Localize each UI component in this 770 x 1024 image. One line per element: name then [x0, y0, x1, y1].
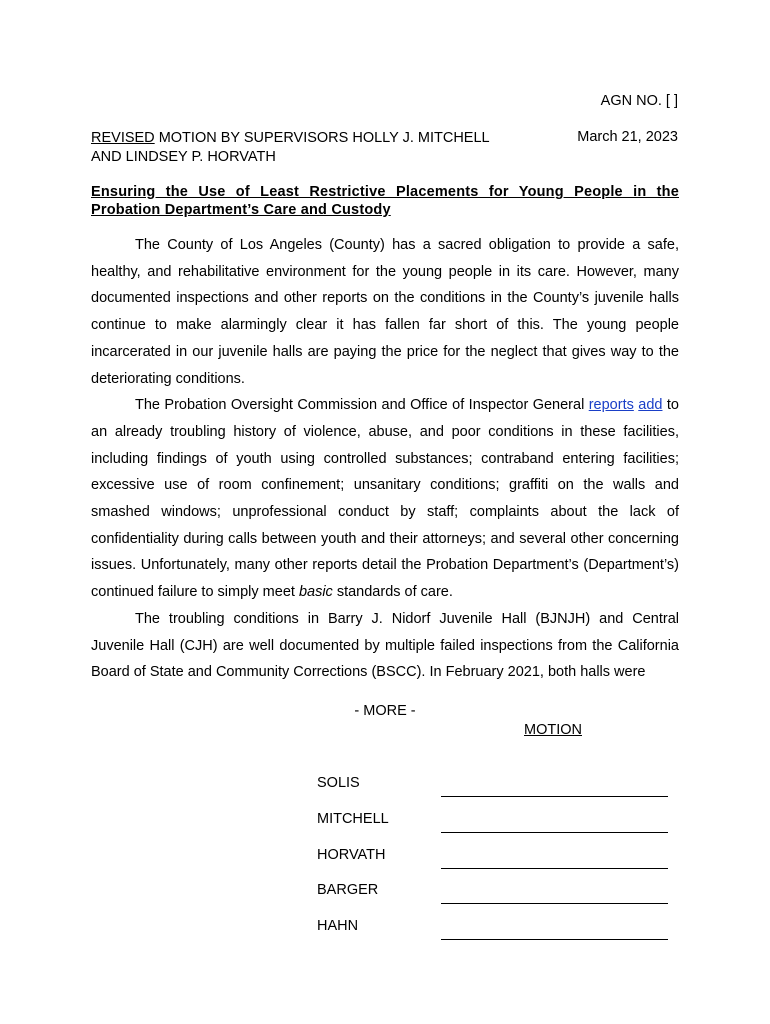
vote-name: HORVATH	[317, 847, 386, 863]
reports-link[interactable]: reports	[588, 397, 634, 414]
vote-row	[317, 882, 668, 904]
agenda-number: AGN NO. [ ]	[600, 93, 678, 109]
paragraph-2-end: standards of care.	[332, 584, 453, 601]
paragraph-2-emphasis: basic	[298, 584, 333, 601]
paragraph-2-middle: to an already troubling history of violence, abuse, and poor conditions in these facilities, including findings of youth using controlled substances; contraband entering facilities; excessive use of room confinement; unsanitary conditions; graffiti on the walls and smashed windows; unprofessional conduct by staff; complaints about the lack of confidentiality during calls between youth and their attorneys; and several other concerning issues. Unfortunately, many other reports detail the Probation Department’s (Department’s) continued failure to simply meet	[91, 397, 679, 601]
revised-label: REVISED	[91, 130, 155, 146]
vote-row	[317, 847, 668, 869]
vote-name: BARGER	[317, 882, 379, 898]
vote-row	[317, 775, 668, 797]
add-link[interactable]: add	[638, 397, 663, 414]
vote-signature-line	[441, 939, 668, 940]
vote-signature-line	[441, 832, 668, 833]
vote-row	[317, 918, 668, 940]
motion-label: MOTION	[524, 722, 582, 738]
motion-by-line1: MOTION BY SUPERVISORS HOLLY J. MITCHELL	[154, 130, 490, 146]
vote-signature-line	[441, 868, 668, 869]
motion-body	[91, 232, 679, 686]
vote-name: SOLIS	[317, 775, 360, 791]
paragraph-2	[91, 392, 679, 606]
motion-title: Ensuring the Use of Least Restrictive Placements for Young People in the Probation Department’s Care and Custody	[91, 184, 679, 218]
paragraph-2-start: The Probation Oversight Commission and Office of Inspector General	[135, 397, 589, 414]
motion-authors	[91, 129, 531, 167]
motion-by-line2: AND LINDSEY P. HORVATH	[91, 149, 276, 165]
more-indicator: - MORE -	[354, 703, 416, 719]
motion-date: March 21, 2023	[577, 129, 678, 145]
vote-name: HAHN	[317, 918, 359, 934]
vote-signature-line	[441, 903, 668, 904]
vote-signature-line	[441, 796, 668, 797]
vote-row	[317, 811, 668, 833]
paragraph-1: The County of Los Angeles (County) has a sacred obligation to provide a safe, healthy, and rehabilitative environment for the young people in its care. However, many documented inspections and other reports on the conditions in the County’s juvenile halls continue to make alarmingly clear it has fallen far short of this. The young people incarcerated in our juvenile halls are paying the price for the neglect that gives way to the deteriorating conditions.	[91, 237, 679, 387]
vote-name: MITCHELL	[317, 811, 389, 827]
paragraph-3: The troubling conditions in Barry J. Nidorf Juvenile Hall (BJNJH) and Central Juvenile Hall (CJH) are well documented by multiple failed inspections from the California Board of State and Community Corrections (BSCC). In February 2021, both halls were	[91, 610, 679, 681]
